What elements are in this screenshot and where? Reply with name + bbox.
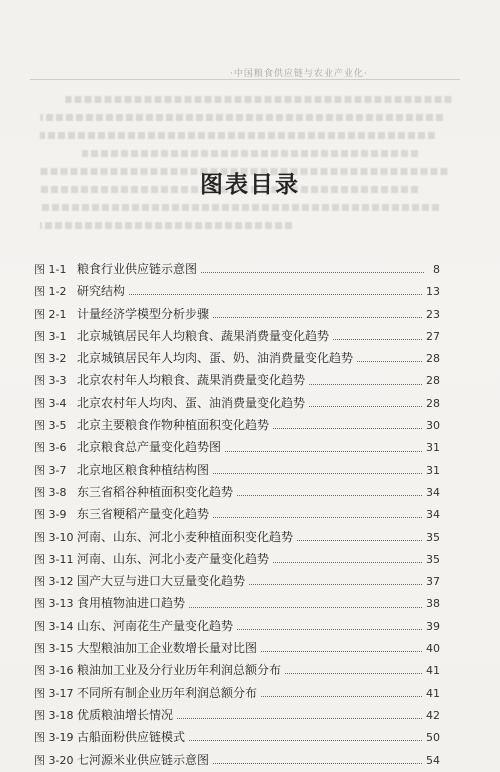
figure-entry[interactable]	[34, 615, 440, 637]
figure-number: 图 2-1	[34, 307, 67, 321]
figure-title: 北京地区粮食种植结构图	[77, 462, 210, 477]
dot-leader	[297, 539, 422, 541]
figure-entry[interactable]	[34, 592, 440, 614]
figure-number: 图 3-5	[34, 419, 67, 433]
figure-title: 不同所有制企业历年利润总额分布	[77, 685, 258, 700]
dot-leader	[285, 672, 422, 674]
figure-entry[interactable]	[34, 526, 440, 548]
figure-entry[interactable]	[34, 659, 440, 681]
figure-title: 北京粮食总产量变化趋势图	[77, 440, 222, 455]
figure-number: 图 3-10	[34, 530, 74, 544]
figure-number: 图 3-12	[34, 575, 74, 589]
dot-leader	[189, 606, 422, 608]
figure-title: 古船面粉供应链模式	[77, 730, 186, 745]
dot-leader	[237, 628, 422, 630]
dot-leader	[189, 739, 422, 741]
dot-leader	[273, 427, 422, 429]
figure-title: 河南、山东、河北小麦种植面积变化趋势	[77, 529, 294, 544]
figure-entry[interactable]	[34, 637, 440, 659]
figure-entry[interactable]	[34, 347, 440, 369]
figure-entry[interactable]	[34, 258, 440, 280]
figure-title: 北京城镇居民年人均肉、蛋、奶、油消费量变化趋势	[77, 351, 354, 366]
page-number: 39	[426, 619, 440, 633]
figure-title: 优质粮油增长情况	[77, 707, 174, 722]
figure-title: 大型粮油加工企业数增长量对比图	[77, 641, 258, 656]
figure-entry[interactable]	[34, 682, 440, 704]
dot-leader	[309, 383, 422, 385]
figure-entry[interactable]	[34, 481, 440, 503]
figure-number: 图 3-9	[34, 508, 67, 522]
figure-title: 山东、河南花生产量变化趋势	[77, 618, 234, 633]
figure-number: 图 3-13	[34, 597, 74, 611]
page-number: 50	[426, 731, 440, 745]
figure-entry[interactable]	[34, 414, 440, 436]
figure-number: 图 3-11	[34, 552, 74, 566]
figure-title: 东三省稻谷种植面积变化趋势	[77, 484, 234, 499]
figure-title: 计量经济学模型分析步骤	[77, 306, 210, 321]
page-number: 34	[426, 485, 440, 499]
page-number: 23	[426, 307, 440, 321]
figure-title: 国产大豆与进口大豆量变化趋势	[77, 574, 246, 589]
figure-entry[interactable]	[34, 392, 440, 414]
dot-leader	[261, 650, 422, 652]
figure-title: 东三省粳稻产量变化趋势	[77, 507, 210, 522]
figure-entry[interactable]	[34, 436, 440, 458]
figure-title: 河南、山东、河北小麦产量变化趋势	[77, 551, 270, 566]
dot-leader	[273, 561, 422, 563]
dot-leader	[213, 516, 422, 518]
figure-number: 图 3-3	[34, 374, 67, 388]
dot-leader	[261, 695, 422, 697]
page-number: 42	[426, 708, 440, 722]
figure-title: 粮食行业供应链示意图	[77, 262, 198, 276]
dot-leader	[129, 293, 422, 295]
figure-number: 图 1-2	[34, 285, 67, 299]
figure-number: 图 3-8	[34, 485, 67, 499]
dot-leader	[213, 316, 422, 318]
figure-list	[34, 258, 440, 771]
figure-title: 食用植物油进口趋势	[77, 596, 186, 611]
dot-leader	[357, 360, 422, 362]
figure-entry[interactable]	[34, 303, 440, 325]
page-number: 28	[426, 396, 440, 410]
figure-number: 图 3-1	[34, 329, 67, 343]
dot-leader	[309, 405, 422, 407]
figure-number: 图 3-15	[34, 642, 74, 656]
figure-number: 图 3-6	[34, 441, 67, 455]
page-number: 41	[426, 664, 440, 678]
figure-number: 图 3-2	[34, 352, 67, 366]
dot-leader	[177, 717, 422, 719]
dot-leader	[213, 762, 422, 764]
figure-title: 北京城镇居民年人均粮食、蔬果消费量变化趋势	[77, 328, 330, 343]
dot-leader	[213, 472, 422, 474]
figure-entry[interactable]	[34, 749, 440, 771]
figure-entry[interactable]	[34, 726, 440, 748]
page-number: 37	[426, 575, 440, 589]
dot-leader	[225, 450, 422, 452]
figure-title: 粮油加工业及分行业历年利润总额分布	[77, 663, 282, 678]
page-title: 图表目录	[200, 171, 300, 198]
figure-entry[interactable]	[34, 548, 440, 570]
figure-entry[interactable]	[34, 570, 440, 592]
page-number: 13	[426, 285, 440, 299]
page-number: 35	[426, 552, 440, 566]
page-number: 35	[426, 530, 440, 544]
figure-number: 图 3-17	[34, 686, 74, 700]
page-number: 31	[426, 441, 440, 455]
figure-number: 图 3-18	[34, 708, 74, 722]
page-number: 34	[426, 508, 440, 522]
page-number: 27	[426, 329, 440, 343]
page-number: 40	[426, 642, 440, 656]
figure-number: 图 1-1	[34, 263, 67, 276]
figure-entry[interactable]	[34, 459, 440, 481]
page-number: 30	[426, 419, 440, 433]
page-number: 54	[426, 753, 440, 767]
figure-entry[interactable]	[34, 325, 440, 347]
dot-leader	[201, 271, 424, 273]
figure-entry[interactable]	[34, 369, 440, 391]
running-header: ·中国粮食供应链与农业产业化·	[230, 69, 368, 79]
figure-title: 北京农村年人均肉、蛋、油消费量变化趋势	[77, 395, 306, 410]
figure-title: 七河源米业供应链示意图	[77, 752, 210, 767]
figure-title: 北京主要粮食作物种植面积变化趋势	[77, 418, 270, 433]
figure-entry[interactable]	[34, 503, 440, 525]
figure-number: 图 3-20	[34, 753, 74, 767]
dot-leader	[333, 338, 422, 340]
page-number: 41	[426, 686, 440, 700]
figure-number: 图 3-7	[34, 463, 67, 477]
figure-title: 北京农村年人均粮食、蔬果消费量变化趋势	[77, 373, 306, 388]
page-number: 28	[426, 352, 440, 366]
dot-leader	[237, 494, 422, 496]
page-number: 31	[426, 463, 440, 477]
figure-title: 研究结构	[77, 284, 126, 299]
figure-number: 图 3-14	[34, 619, 74, 633]
figure-number: 图 3-16	[34, 664, 74, 678]
figure-entry[interactable]	[34, 704, 440, 726]
page-number: 38	[426, 597, 440, 611]
figure-number: 图 3-4	[34, 396, 67, 410]
dot-leader	[249, 583, 422, 585]
page-number: 8	[433, 263, 440, 276]
figure-number: 图 3-19	[34, 731, 74, 745]
page-number: 28	[426, 374, 440, 388]
header-rule	[30, 79, 460, 80]
figure-entry[interactable]	[34, 280, 440, 302]
